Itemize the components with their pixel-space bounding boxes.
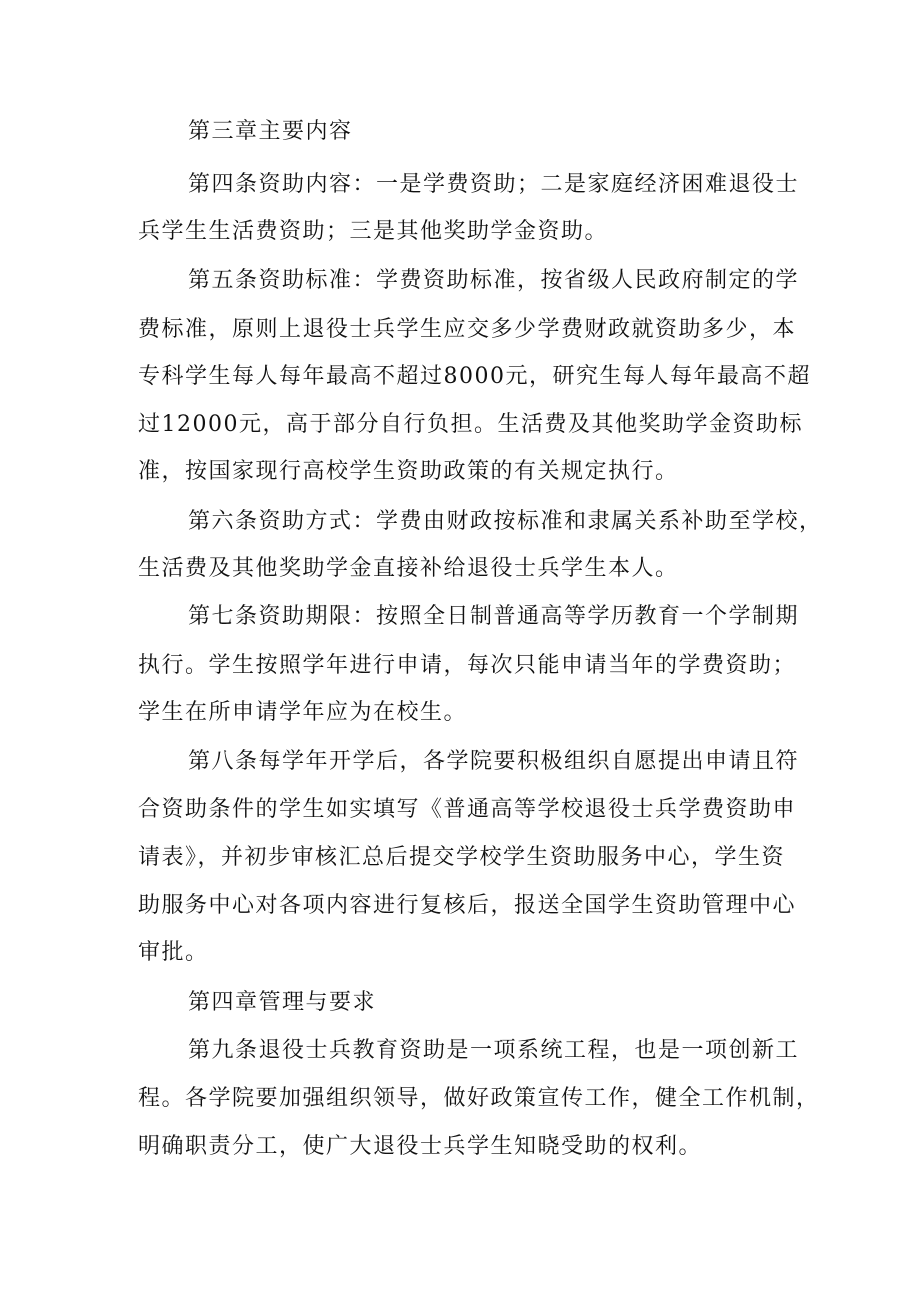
article-8-line-2: 合资助条件的学生如实填写《普通高等学校退役士兵学费资助申 [138, 797, 797, 822]
article-5-line-5: 准，按国家现行高校学生资助政策的有关规定执行。 [138, 459, 679, 484]
article-4-line-2: 兵学生生活费资助；三是其他奖助学金资助。 [138, 219, 609, 244]
article-8-line-1: 第八条每学年开学后，各学院要积极组织自愿提出申请且符 [188, 749, 800, 774]
article-5-line-2: 费标准，原则上退役士兵学生应交多少学费财政就资助多少，本 [138, 317, 797, 342]
article-4-line-1: 第四条资助内容：一是学费资助；二是家庭经济困难退役士 [188, 172, 800, 197]
article-9-line-2: 程。各学院要加强组织领导，做好政策宣传工作，健全工作机制， [138, 1086, 820, 1111]
article-5-line-1: 第五条资助标准：学费资助标准，按省级人民政府制定的学 [188, 268, 800, 293]
article-9-line-3: 明确职责分工，使广大退役士兵学生知晓受助的权利。 [138, 1134, 703, 1159]
article-6-line-1: 第六条资助方式：学费由财政按标准和隶属关系补助至学校， [188, 509, 823, 534]
article-7-line-2: 执行。学生按照学年进行申请，每次只能申请当年的学费资助； [138, 653, 797, 678]
article-7-line-1: 第七条资助期限：按照全日制普通高等学历教育一个学制期 [188, 604, 800, 629]
chapter-heading-4: 第四章管理与要求 [188, 990, 377, 1015]
article-6-line-2: 生活费及其他奖助学金直接补给退役士兵学生本人。 [138, 556, 679, 581]
article-8-line-3: 请表》，并初步审核汇总后提交学校学生资助服务中心，学生资 [138, 845, 786, 870]
article-9-line-1: 第九条退役士兵教育资助是一项系统工程，也是一项创新工 [188, 1038, 800, 1063]
article-8-line-4: 助服务中心对各项内容进行复核后，报送全国学生资助管理中心 [138, 893, 797, 918]
article-7-line-3: 学生在所申请学年应为在校生。 [138, 700, 468, 725]
chapter-heading-3: 第三章主要内容 [188, 119, 353, 144]
article-5-line-3: 专科学生每人每年最高不超过8000元，研究生每人每年最高不超 [138, 364, 811, 389]
article-8-line-5: 审批。 [138, 940, 209, 965]
article-5-line-4: 过12000元，高于部分自行负担。生活费及其他奖助学金资助标 [138, 412, 803, 437]
